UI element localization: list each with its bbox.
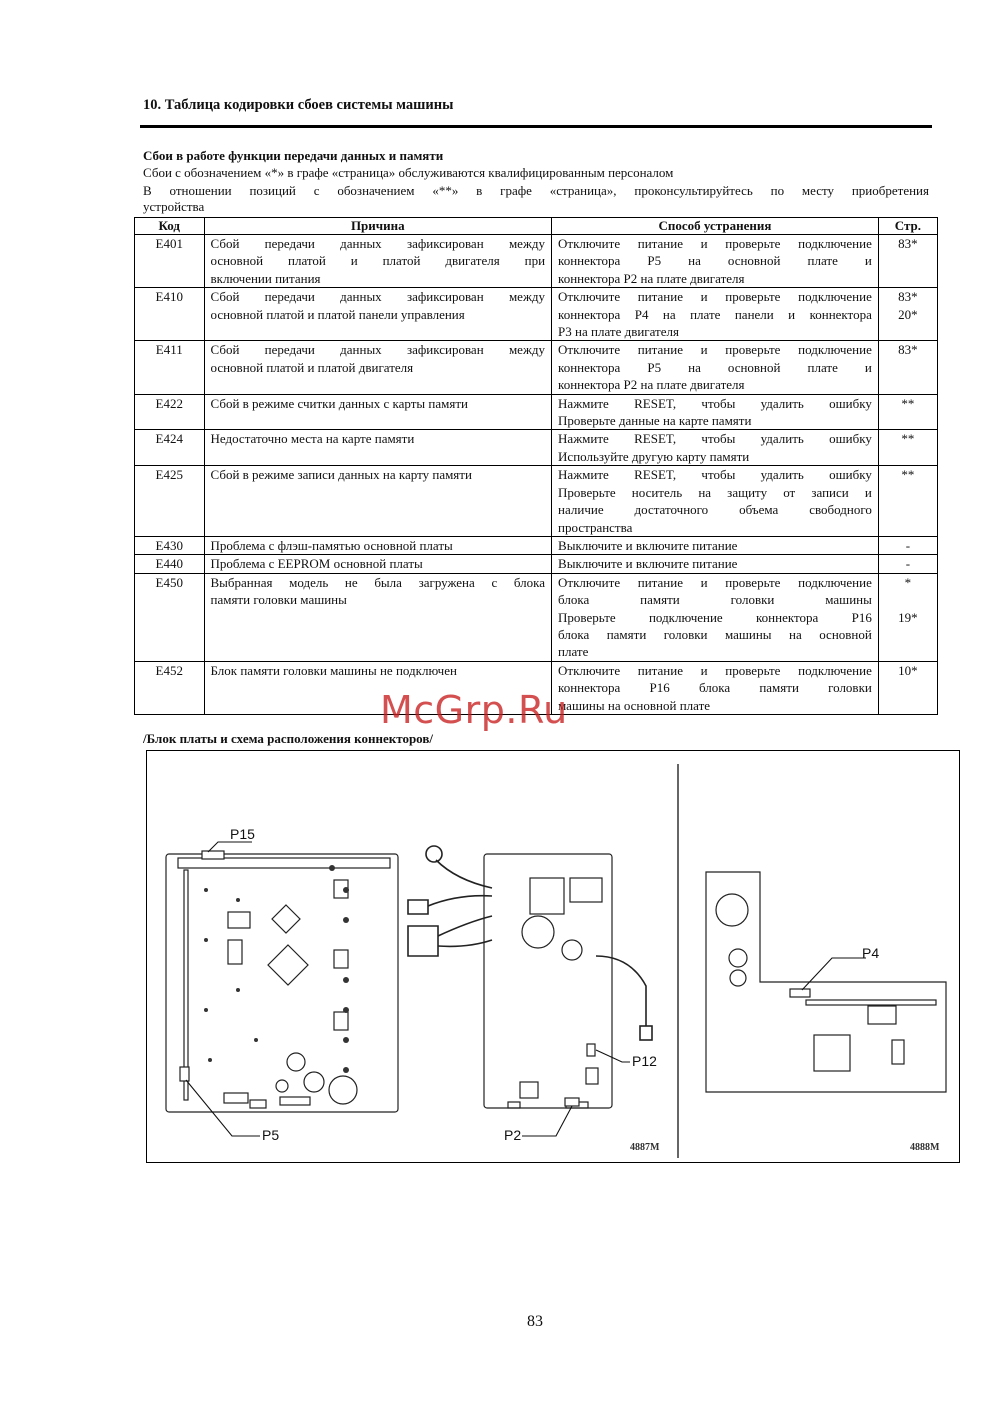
cell-remedy — [552, 430, 879, 466]
cell-remedy-line: Отключите питание и проверьте подключение — [558, 236, 872, 251]
table-row — [135, 235, 938, 288]
figure-id-right: 4888M — [910, 1142, 940, 1153]
cell-remedy-line: Проверьте подключение коннектора Р16 — [558, 609, 872, 625]
cell-cause — [204, 341, 552, 394]
table-header-row — [135, 218, 938, 235]
cell-code: E410 — [135, 288, 205, 341]
cell-cause-line: включении питания — [210, 270, 321, 286]
cell-page-line: 83* — [898, 289, 918, 305]
cell-code: E411 — [135, 341, 205, 394]
cell-remedy — [552, 573, 879, 661]
cell-remedy-line: Отключите питание и проверьте подключение — [558, 574, 872, 590]
label-p15: P15 — [230, 826, 255, 842]
cell-remedy-line: Проверьте данные на карте памяти — [558, 413, 752, 429]
cell-cause-line: памяти головки машины — [210, 592, 347, 608]
label-p4: P4 — [862, 945, 880, 961]
cell-code: E452 — [135, 661, 205, 714]
cell-remedy — [552, 536, 879, 554]
cell-cause-line: Недостаточно места на карте памяти — [210, 431, 415, 447]
cell-cause-line: Проблема с EEPROM основной платы — [210, 556, 423, 572]
figure-id-left: 4887M — [630, 1142, 660, 1153]
table-row — [135, 430, 938, 466]
cell-cause — [204, 536, 552, 554]
cell-code: E430 — [135, 536, 205, 554]
cell-page — [878, 394, 937, 430]
cell-remedy-line: блока памяти головки машины — [558, 592, 872, 608]
section-title: 10. Таблица кодировки сбоев системы машины — [143, 97, 454, 113]
cell-remedy — [552, 341, 879, 394]
title-rule — [140, 125, 932, 128]
cell-page-line: 20* — [898, 306, 918, 322]
cell-remedy-line: Выключите и включите питание — [558, 556, 738, 572]
cell-page — [878, 430, 937, 466]
header-remedy: Способ устранения — [552, 218, 879, 235]
header-page: Стр. — [878, 218, 937, 235]
cell-page — [878, 573, 937, 661]
cell-remedy — [552, 288, 879, 341]
p5-connector — [180, 1067, 189, 1081]
cell-page — [878, 536, 937, 554]
page-number: 83 — [527, 1313, 543, 1330]
cell-page — [878, 661, 937, 714]
cell-remedy-line: Нажмите RESET, чтобы удалить ошибку — [558, 467, 872, 483]
cell-page-line: - — [905, 537, 911, 553]
cell-code: E440 — [135, 555, 205, 573]
cell-cause-line: Сбой передачи данных зафиксирован между — [210, 236, 546, 251]
cell-remedy-line: Нажмите RESET, чтобы удалить ошибку — [558, 431, 872, 447]
cell-code: E425 — [135, 466, 205, 537]
error-code-table — [134, 217, 938, 715]
cell-remedy-line: коннектора Р5 на основной плате и — [558, 253, 872, 269]
cell-cause-line: Сбой передачи данных зафиксирован между — [210, 342, 546, 358]
cell-page — [878, 341, 937, 394]
label-p5: P5 — [262, 1127, 280, 1143]
cell-remedy-line: Р3 на плате двигателя — [558, 324, 679, 340]
cell-remedy-line: Отключите питание и проверьте подключение — [558, 289, 872, 305]
cell-remedy-line: коннектора Р2 на плате двигателя — [558, 377, 745, 393]
table-row — [135, 573, 938, 661]
diagram-caption: /Блок платы и схема расположения коннекторов/ — [143, 731, 433, 746]
cell-page-line: 83* — [898, 342, 918, 358]
cell-cause-line: Проблема с флэш-памятью основной платы — [210, 537, 453, 553]
cell-cause — [204, 573, 552, 661]
table-body — [135, 235, 938, 715]
cell-remedy-line: коннектора Р2 на плате двигателя — [558, 270, 745, 286]
cell-page-line: ** — [901, 467, 915, 483]
cell-page — [878, 555, 937, 573]
header-cause: Причина — [204, 218, 552, 235]
cell-remedy-line: машины на основной плате — [558, 697, 711, 713]
cell-page-line: * — [904, 574, 912, 590]
motor-board — [484, 854, 612, 1108]
cell-page-line — [879, 591, 937, 608]
p4-connector — [790, 989, 810, 997]
cell-code: E424 — [135, 430, 205, 466]
cell-page-line: ** — [901, 431, 915, 447]
motor-wires — [408, 846, 652, 1040]
cell-remedy — [552, 555, 879, 573]
cell-cause — [204, 555, 552, 573]
table-row — [135, 288, 938, 341]
cell-remedy-line: коннектора Р16 блока памяти головки — [558, 680, 872, 696]
table-row — [135, 394, 938, 430]
cell-remedy-line: Выключите и включите питание — [558, 537, 738, 553]
p12-connector — [587, 1044, 595, 1056]
main-board-dots — [204, 865, 349, 1073]
cell-code: E422 — [135, 394, 205, 430]
main-board — [166, 854, 398, 1112]
watermark: McGrp.Ru — [380, 688, 568, 732]
table-row — [135, 555, 938, 573]
cell-remedy — [552, 661, 879, 714]
cell-remedy-line: коннектора Р5 на основной плате и — [558, 359, 872, 375]
p15-connector — [202, 851, 224, 859]
cell-page — [878, 288, 937, 341]
cell-remedy-line: блока памяти головки машины на основной — [558, 626, 872, 642]
cell-page — [878, 466, 937, 537]
cell-cause — [204, 466, 552, 537]
cell-cause-line: Сбой передачи данных зафиксирован между — [210, 289, 546, 305]
cell-cause — [204, 430, 552, 466]
cell-remedy — [552, 235, 879, 288]
cell-remedy — [552, 394, 879, 430]
cell-remedy-line: пространства — [558, 519, 633, 535]
label-p2: P2 — [504, 1127, 522, 1143]
subsection-title: Сбои в работе функции передачи данных и памяти — [143, 148, 444, 163]
cell-cause-line: основной платой и платой двигателя — [210, 359, 414, 375]
cell-cause-line: Сбой в режиме считки данных с карты памяти — [210, 395, 468, 411]
cell-remedy-line: наличие достаточного объема свободного — [558, 502, 872, 518]
cell-code: E401 — [135, 235, 205, 288]
cell-cause — [204, 288, 552, 341]
cell-page-line: 19* — [898, 609, 918, 625]
header-code: Код — [135, 218, 205, 235]
cell-remedy-line: Нажмите RESET, чтобы удалить ошибку — [558, 395, 872, 411]
cell-cause — [204, 394, 552, 430]
cell-page-line: ** — [901, 395, 915, 411]
table-row — [135, 536, 938, 554]
note-single-star: Сбои с обозначением «*» в графе «страница» обслуживаются квалифицированным персоналом — [143, 165, 674, 180]
table-row — [135, 466, 938, 537]
cell-cause — [204, 235, 552, 288]
cell-remedy-line: коннектора Р4 на плате панели и коннектора — [558, 306, 872, 322]
cell-cause-line: основной платой и платой панели управления — [210, 306, 465, 322]
cell-cause-line: Сбой в режиме записи данных на карту памяти — [210, 467, 472, 483]
label-p12: P12 — [632, 1053, 657, 1069]
cell-cause-line: Блок памяти головки машины не подключен — [210, 662, 457, 678]
cell-remedy-line: Используйте другую карту памяти — [558, 448, 750, 464]
cell-remedy-line: плате — [558, 644, 589, 660]
cell-remedy-line: Отключите питание и проверьте подключение — [558, 342, 872, 358]
panel-board — [706, 872, 946, 1092]
cell-remedy-line: Проверьте носитель на защиту от записи и — [558, 484, 872, 500]
p2-connector — [565, 1098, 579, 1106]
cell-code: E450 — [135, 573, 205, 661]
cell-page — [878, 235, 937, 288]
board-connector-diagram — [146, 750, 958, 1161]
cell-cause-line: Выбранная модель не была загружена с блока — [210, 574, 546, 590]
note-double-star-cont: устройства — [143, 199, 205, 214]
cell-page-line: - — [905, 556, 911, 572]
cell-remedy-line: Отключите питание и проверьте подключение — [558, 662, 872, 678]
cell-page-line: 10* — [898, 662, 918, 678]
note-double-star: В отношении позиций с обозначением «**» в графе «страница», проконсультируйтесь по месту приобретения — [143, 183, 929, 198]
cell-cause-line: основной платой и платой двигателя при — [210, 253, 546, 269]
cell-remedy — [552, 466, 879, 537]
cell-page-line: 83* — [898, 236, 918, 251]
table-row — [135, 341, 938, 394]
